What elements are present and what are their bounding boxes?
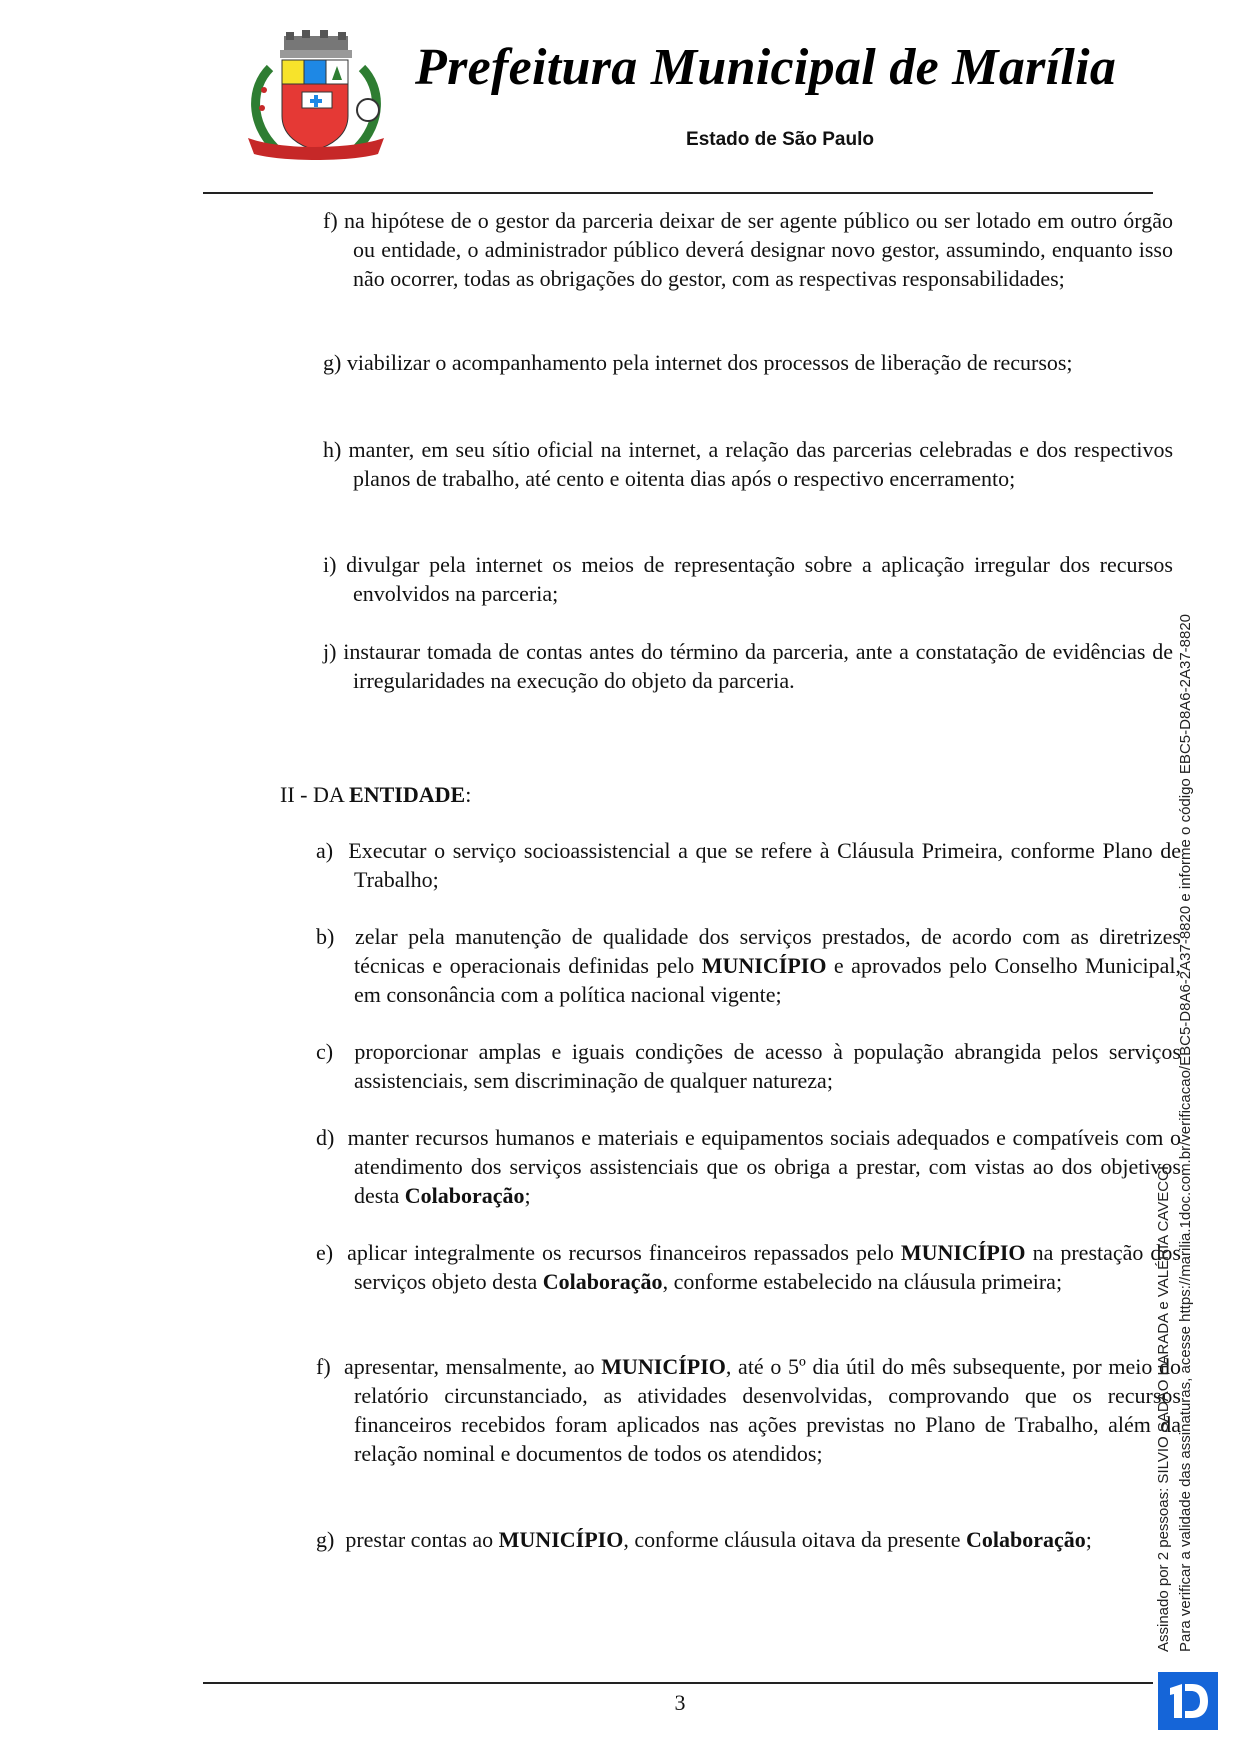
clause-item	[323, 435, 1173, 493]
obligation-label: g)	[316, 1527, 346, 1552]
section-heading-bold: ENTIDADE	[349, 782, 466, 807]
obligation-text: zelar pela manutenção de qualidade dos serviços prestados, de acordo com as diretrizes técnicas e operacionais definidas pelo	[354, 924, 1181, 978]
obligation-item	[316, 1525, 1181, 1554]
emphasis-text: MUNICÍPIO	[601, 1354, 726, 1379]
clause-text: divulgar pela internet os meios de representação sobre a aplicação irregular dos recursos envolvidos na parceria;	[346, 552, 1173, 606]
page-number: 3	[674, 1690, 686, 1715]
clause-label: g)	[323, 350, 342, 375]
obligation-text: , até o 5º dia útil do mês subsequente, por meio do relatório circunstanciado, as atividades desenvolvidas, comprovando que os recursos financeiros recebidos foram aplicados nas ações previstas no Plano de Trabalho, além da relação nominal e documentos de todos os atendidos;	[354, 1354, 1181, 1466]
clause-label: i)	[323, 552, 337, 577]
clause-label: j)	[323, 639, 337, 664]
emphasis-text: MUNICÍPIO	[701, 953, 827, 978]
emphasis-text: Colaboração	[966, 1527, 1086, 1552]
clause-label: h)	[323, 437, 342, 462]
obligation-label: f)	[316, 1354, 344, 1379]
obligation-item	[316, 922, 1181, 1009]
signature-notice: Assinado por 2 pessoas: SILVIO SADAO HARADA e VALÉRIA CAVECCI	[1155, 1165, 1172, 1652]
emphasis-text: Colaboração	[404, 1183, 525, 1208]
obligation-text: Executar o serviço socioassistencial a que se refere à Cláusula Primeira, conforme Plano de Trabalho;	[348, 838, 1181, 892]
obligation-label: a)	[316, 838, 349, 863]
obligation-item	[316, 1037, 1181, 1095]
clause-item	[323, 206, 1173, 293]
obligation-text: prestar contas ao	[345, 1527, 499, 1552]
emphasis-text: MUNICÍPIO	[498, 1527, 624, 1552]
section-heading	[280, 780, 471, 809]
obligation-label: b)	[316, 924, 356, 949]
obligation-label: c)	[316, 1039, 355, 1064]
obligation-text: ;	[1085, 1527, 1092, 1552]
obligation-text: proporcionar amplas e iguais condições de acesso à população abrangida pelos serviços assistenciais, sem discriminação de qualquer natureza;	[354, 1039, 1181, 1093]
obligation-text: manter recursos humanos e materiais e equipamentos sociais adequados e compatíveis com o atendimento dos serviços assistenciais que os obriga a prestar, com vistas ao dos objetivos desta	[347, 1125, 1182, 1208]
obligation-text: , conforme cláusula oitava da presente	[623, 1527, 967, 1552]
obligation-label: d)	[316, 1125, 348, 1150]
obligation-text: , conforme estabelecido na cláusula primeira;	[662, 1269, 1063, 1294]
clause-label: f)	[323, 208, 338, 233]
header-title: Prefeitura Municipal de Marília	[415, 39, 1117, 96]
obligation-text: e aprovados pelo Conselho Municipal, em consonância com a política nacional vigente;	[354, 953, 1181, 1007]
verification-notice: Para verificar a validade das assinaturas, acesse https://marilia.1doc.com.br/verificacao/EBC5-D8A6-2A37-8820 e informe o código EBC5-D8A6-2A37-8820	[1177, 613, 1194, 1652]
obligation-text: na prestação dos serviços objeto desta	[354, 1240, 1181, 1294]
obligation-text: aplicar integralmente os recursos financeiros repassados pelo	[347, 1240, 901, 1265]
obligation-text: ;	[524, 1183, 531, 1208]
clause-item	[323, 550, 1173, 608]
obligation-item	[316, 1238, 1181, 1296]
clause-item	[323, 348, 1173, 377]
section-heading-prefix: II - DA	[280, 782, 350, 807]
header-subtitle: Estado de São Paulo	[686, 129, 874, 150]
clause-text: instaurar tomada de contas antes do término da parceria, ante a constatação de evidências de irregularidades na execução do objeto da parceria.	[343, 639, 1173, 693]
obligation-item	[316, 1352, 1181, 1468]
footer-divider	[203, 1682, 1153, 1684]
1doc-logo-icon[interactable]	[1158, 1672, 1218, 1730]
emphasis-text: Colaboração	[542, 1269, 663, 1294]
clause-text: manter, em seu sítio oficial na internet, a relação das parcerias celebradas e dos respectivos planos de trabalho, até cento e oitenta dias após o respectivo encerramento;	[348, 437, 1174, 491]
obligation-label: e)	[316, 1240, 348, 1265]
obligation-item	[316, 836, 1181, 894]
obligation-text: apresentar, mensalmente, ao	[343, 1354, 602, 1379]
clause-text: viabilizar o acompanhamento pela internet dos processos de liberação de recursos;	[346, 350, 1073, 375]
section-heading-suffix: :	[465, 782, 472, 807]
clause-text: na hipótese de o gestor da parceria deixar de ser agente público ou ser lotado em outro órgão ou entidade, o administrador público deverá designar novo gestor, assumindo, enquanto isso não ocorrer, todas as obrigações do gestor, com as respectivas responsabilidades;	[343, 208, 1173, 291]
clause-item	[323, 637, 1173, 695]
obligation-item	[316, 1123, 1181, 1210]
coat-of-arms-icon	[240, 28, 392, 168]
header-divider	[203, 192, 1153, 194]
emphasis-text: MUNICÍPIO	[900, 1240, 1026, 1265]
